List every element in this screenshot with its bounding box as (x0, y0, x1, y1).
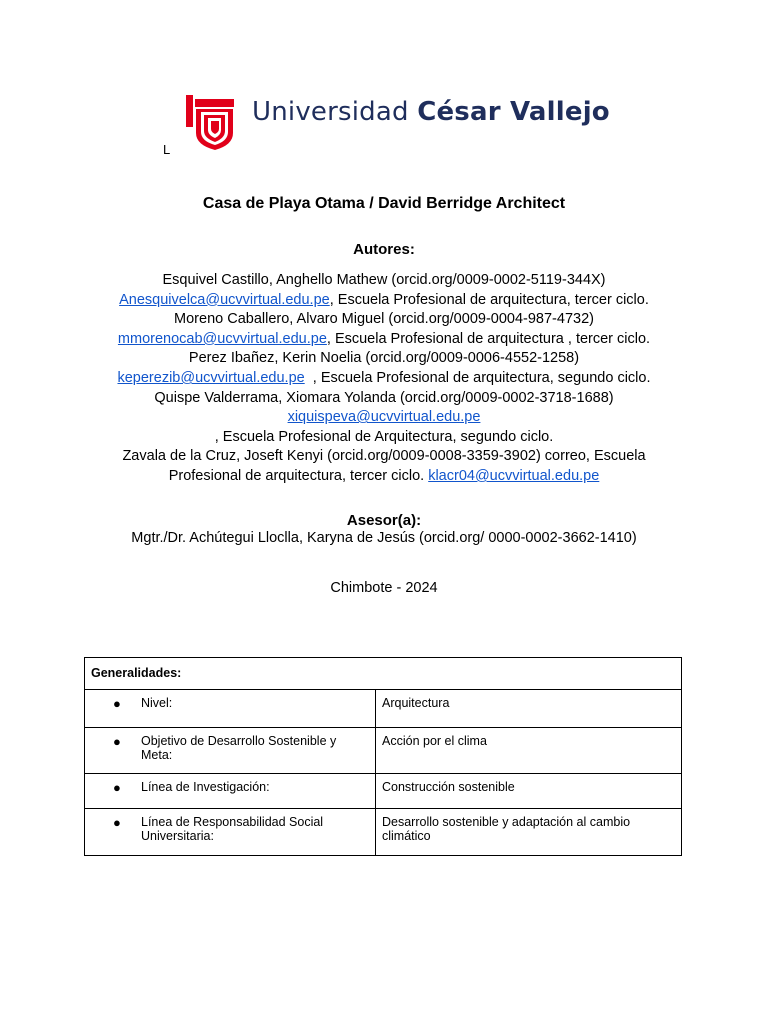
author-line: Moreno Caballero, Alvaro Miguel (orcid.org/0009-0004-987-4732) (174, 311, 594, 328)
table-header-row (85, 658, 682, 690)
author-line: Quispe Valderrama, Xiomara Yolanda (orcid.org/0009-0002-3718-1688) (154, 389, 614, 406)
advisor-heading: Asesor(a): (346, 512, 422, 529)
author-line: mmorenocab@ucvvirtual.edu.pe, Escuela Profesional de arquitectura , tercer ciclo. (117, 330, 651, 347)
bullet-icon: ● (113, 815, 121, 830)
row-value: Arquitectura (376, 690, 682, 728)
row-value: Desarrollo sostenible y adaptación al cambio climático (376, 809, 682, 856)
table-row (85, 690, 682, 728)
email-link[interactable]: xiquispeva@ucvvirtual.edu.pe (287, 409, 481, 426)
row-label: ● Línea de Responsabilidad Social Universitaria: (85, 809, 376, 856)
author-line (40, 408, 728, 428)
author-line: Anesquivelca@ucvvirtual.edu.pe, Escuela Profesional de arquitectura, tercer ciclo. (119, 291, 649, 308)
city-year: Chimbote - 2024 (330, 580, 438, 596)
bullet-icon: ● (113, 780, 121, 795)
row-label: ● Línea de Investigación: (85, 774, 376, 809)
bullet-icon: ● (113, 696, 121, 711)
author-line: Zavala de la Cruz, Joseft Kenyi (orcid.org/0009-0008-3359-3902) correo, Escuela (122, 448, 646, 465)
email-link[interactable]: mmorenocab@ucvvirtual.edu.pe (117, 330, 327, 347)
table-row (85, 728, 682, 774)
email-link[interactable]: keperezib@ucvvirtual.edu.pe (117, 369, 305, 386)
author-line: Esquivel Castillo, Anghello Mathew (orcid.org/0009-0002-5119-344X) (162, 272, 606, 288)
row-label: ● Nivel: (85, 690, 376, 728)
authors-heading: Autores: (353, 241, 415, 258)
document-title: Casa de Playa Otama / David Berridge Architect (202, 195, 566, 212)
table-row (85, 774, 682, 809)
university-name: Universidad César Vallejo (252, 97, 610, 127)
email-link[interactable]: Anesquivelca@ucvvirtual.edu.pe (119, 291, 330, 308)
row-label: ● Objetivo de Desarrollo Sostenible y Meta: (85, 728, 376, 774)
author-line: keperezib@ucvvirtual.edu.pe , Escuela Profesional de arquitectura, segundo ciclo. (117, 369, 651, 386)
advisor-name: Mgtr./Dr. Achútegui Lloclla, Karyna de Jesús (orcid.org/ 0000-0002-3662-1410) (131, 530, 637, 546)
author-line: Profesional de arquitectura, tercer ciclo. klacr04@ucvvirtual.edu.pe (168, 467, 600, 484)
authors-block (40, 271, 728, 487)
university-logo (186, 95, 236, 150)
table-header: Generalidades: (85, 658, 682, 690)
row-value: Acción por el clima (376, 728, 682, 774)
bullet-icon: ● (113, 734, 121, 749)
stray-character: L (163, 142, 171, 157)
author-line: Perez Ibañez, Kerin Noelia (orcid.org/0009-0006-4552-1258) (188, 350, 580, 367)
table-row (85, 809, 682, 856)
email-link[interactable]: klacr04@ucvvirtual.edu.pe (428, 467, 600, 484)
row-value: Construcción sostenible (376, 774, 682, 809)
generalities-table (84, 657, 682, 856)
author-line: , Escuela Profesional de Arquitectura, segundo ciclo. (214, 428, 554, 445)
